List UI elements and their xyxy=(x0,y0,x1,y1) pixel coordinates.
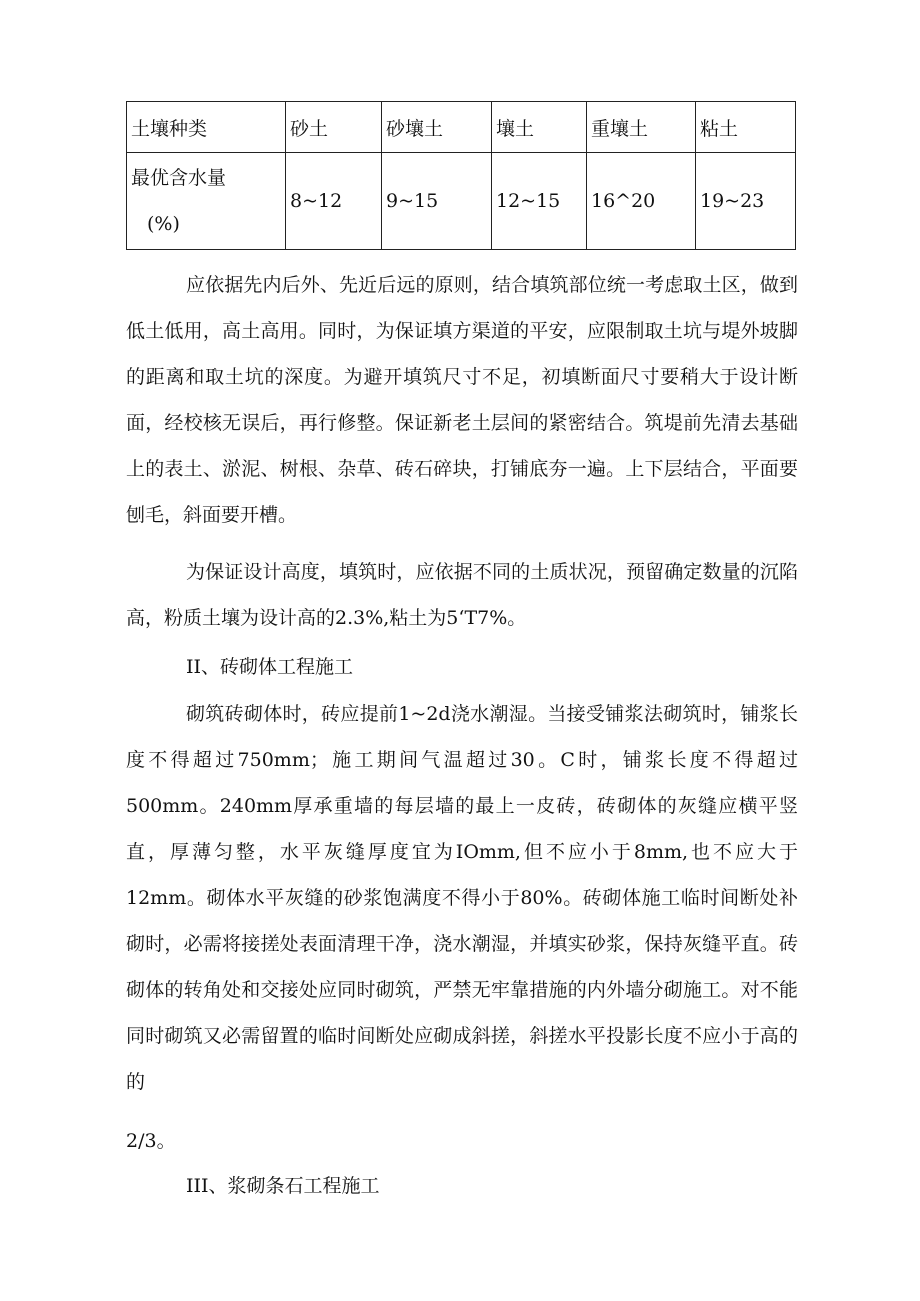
table-cell: 12~15 xyxy=(492,153,587,250)
paragraph: 应依据先内后外、先近后远的原则，结合填筑部位统一考虑取土区，做到低土低用，高土高用。同时，为保证填方渠道的平安，应限制取土坑与堤外坡脚的距离和取土坑的深度。为避开填筑尺寸不足，初填断面尺寸要稍大于设计断面，经校核无误后，再行修整。保证新老土层间的紧密结合。筑堤前先清去基础上的表土、淤泥、树根、杂草、砖石碎块，打铺底夯一遍。上下层结合，平面要刨毛，斜面要开槽。 xyxy=(126,274,798,526)
table-cell: 壤土 xyxy=(492,102,587,153)
paragraph: 砌筑砖砌体时，砖应提前1~2d浇水潮湿。当接受铺浆法砌筑时，铺浆长度不得超过750mm；施工期间气温超过30。C时，铺浆长度不得超过500mm。240mm厚承重墙的每层墙的最上一皮砖，砖砌体的灰缝应横平竖直，厚薄匀整，水平灰缝厚度宜为IOmm,但不应小于8mm,也不应大于12mm。砌体水平灰缝的砂浆饱满度不得小于80%。砖砌体施工临时间断处补砌时，必需将接搓处表面清理干净，浇水潮湿，并填实砂浆，保持灰缝平直。砖砌体的转角处和交接处应同时砌筑，严禁无牢靠措施的内外墙分砌施工。对不能同时砌筑又必需留置的临时间断处应砌成斜搓，斜搓水平投影长度不应小于高的的 xyxy=(126,703,798,1093)
table-row-label xyxy=(127,153,286,250)
table-cell: 8~12 xyxy=(286,153,382,250)
table-row xyxy=(127,153,796,250)
section-heading: III、浆砌条石工程施工 xyxy=(186,1175,380,1197)
section-heading: II、砖砌体工程施工 xyxy=(186,656,354,678)
table-cell: 粘土 xyxy=(696,102,796,153)
table-cell: 16^20 xyxy=(587,153,696,250)
table-cell: 砂壤土 xyxy=(382,102,492,153)
paragraph: 为保证设计高度，填筑时，应依据不同的土质状况，预留确定数量的沉陷高，粉质土壤为设计高的2.3%,粘土为5‘T7%。 xyxy=(126,561,798,629)
table-cell: 砂土 xyxy=(286,102,382,153)
paragraph: 2/3。 xyxy=(126,1130,176,1152)
row-label-unit: (%) xyxy=(147,213,180,235)
table-cell: 土壤种类 xyxy=(127,102,286,153)
soil-moisture-table xyxy=(126,101,796,250)
table-cell: 重壤土 xyxy=(587,102,696,153)
table-header-row xyxy=(127,102,796,153)
table-cell: 19~23 xyxy=(696,153,796,250)
row-label-text: 最优含水量 xyxy=(131,167,227,189)
table-cell: 9~15 xyxy=(382,153,492,250)
